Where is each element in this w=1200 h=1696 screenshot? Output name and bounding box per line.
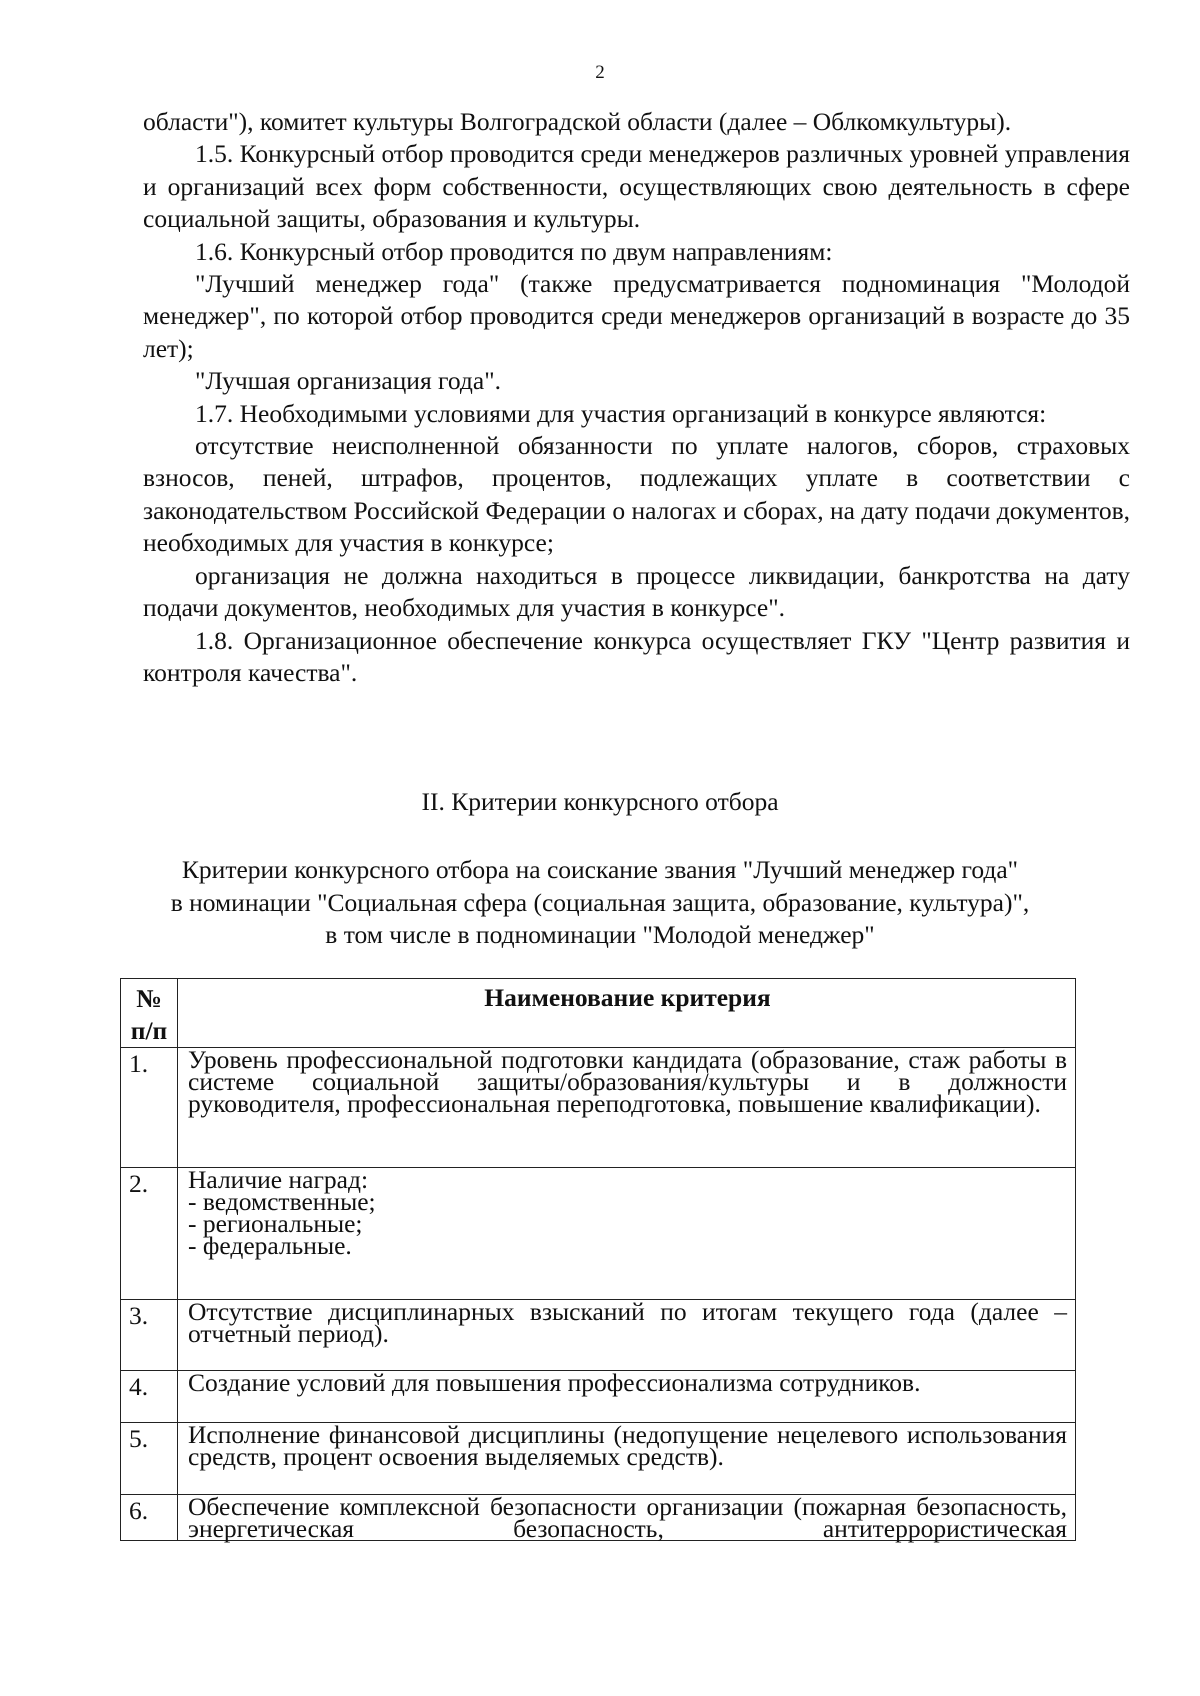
row-text: Наличие наград: - ведомственные; - региональные; - федеральные. [178,1168,1076,1300]
header-criterion-name: Наименование критерия [178,979,1076,1048]
row-text: Отсутствие дисциплинарных взысканий по итогам текущего года (далее – отчетный период). [178,1300,1076,1371]
paragraph-direction-best-organization: "Лучшая организация года". [195,366,501,396]
subtitle-line: в номинации "Социальная сфера (социальная защита, образование, культура)", [170,887,1030,917]
list-item: - ведомственные; [188,1187,376,1216]
row-text: Уровень профессиональной подготовки кандидата (образование, стаж работы в системе социальной защиты/образования/культуры и в должности руководителя, профессиональная переподготовка, повышение квалификации). [178,1048,1076,1168]
list-item: - региональные; [188,1209,363,1238]
paragraph: области"), комитет культуры Волгоградской области (далее – Облкомкультуры). [143,107,1012,136]
paragraph-1-8: 1.8. Организационное обеспечение конкурса осуществляет ГКУ "Центр развития и контроля качества". [143,625,1130,687]
paragraph-1-5: 1.5. Конкурсный отбор проводится среди менеджеров различных уровней управления и организаций всех форм собственности, осуществляющих свою деятельность в сфере социальной защиты, образования и культуры. [143,139,1130,234]
document-body [143,106,1130,689]
paragraph-1-6: 1.6. Конкурсный отбор проводится по двум направлениям: [195,236,833,266]
award-list [188,1187,1067,1260]
list-item: - федеральные. [188,1231,352,1260]
criteria-subtitle [0,854,1200,952]
section-title: II. Критерии конкурсного отбора [421,787,779,816]
row-text: Исполнение финансовой дисциплины (недопущение нецелевого использования средств, процент освоения выделяемых средств). [178,1423,1076,1495]
row-text: Создание условий для повышения профессионализма сотрудников. [178,1371,1076,1423]
paragraph-direction-best-manager: "Лучший менеджер года" (также предусматривается подноминация "Молодой менеджер", по которой отбор проводится среди менеджеров организаций в возрасте до 35 лет); [143,269,1130,363]
paragraph-condition-taxes: отсутствие неисполненной обязанности по уплате налогов, сборов, страховых взносов, пеней, штрафов, процентов, подлежащих уплате в соответствии с законодательством Российской Федерации о налогах и сборах, на дату подачи документов, необходимых для участия в конкурсе; [143,431,1130,558]
row-text: Обеспечение комплексной безопасности организации (пожарная безопасность, энергетическая безопасность, антитеррористическая [178,1495,1076,1541]
row-num: 1. [121,1048,178,1168]
table-row [121,1495,1076,1541]
row-num: 2. [121,1168,178,1300]
row-num: 3. [121,1300,178,1371]
table-row [121,1048,1076,1168]
paragraph-1-7: 1.7. Необходимыми условиями для участия организаций в конкурсе являются: [195,398,1047,428]
table-row [121,1423,1076,1495]
criteria-table [120,978,1076,1541]
subtitle-line: Критерии конкурсного отбора на соискание звания "Лучший менеджер года" [181,855,1019,884]
row-num: 6. [121,1495,178,1541]
paragraph-condition-liquidation: организация не должна находиться в процессе ликвидации, банкротства на дату подачи документов, необходимых для участия в конкурсе". [143,560,1130,623]
table-row [121,1168,1076,1300]
table-row [121,1300,1076,1371]
header-num: № п/п [121,979,178,1048]
subtitle-line: в том числе в подноминации "Молодой менеджер" [325,920,875,949]
table-header-row [121,979,1076,1048]
table-row [121,1371,1076,1423]
row-num: 4. [121,1371,178,1423]
page-number: 2 [595,62,605,83]
row-num: 5. [121,1423,178,1495]
